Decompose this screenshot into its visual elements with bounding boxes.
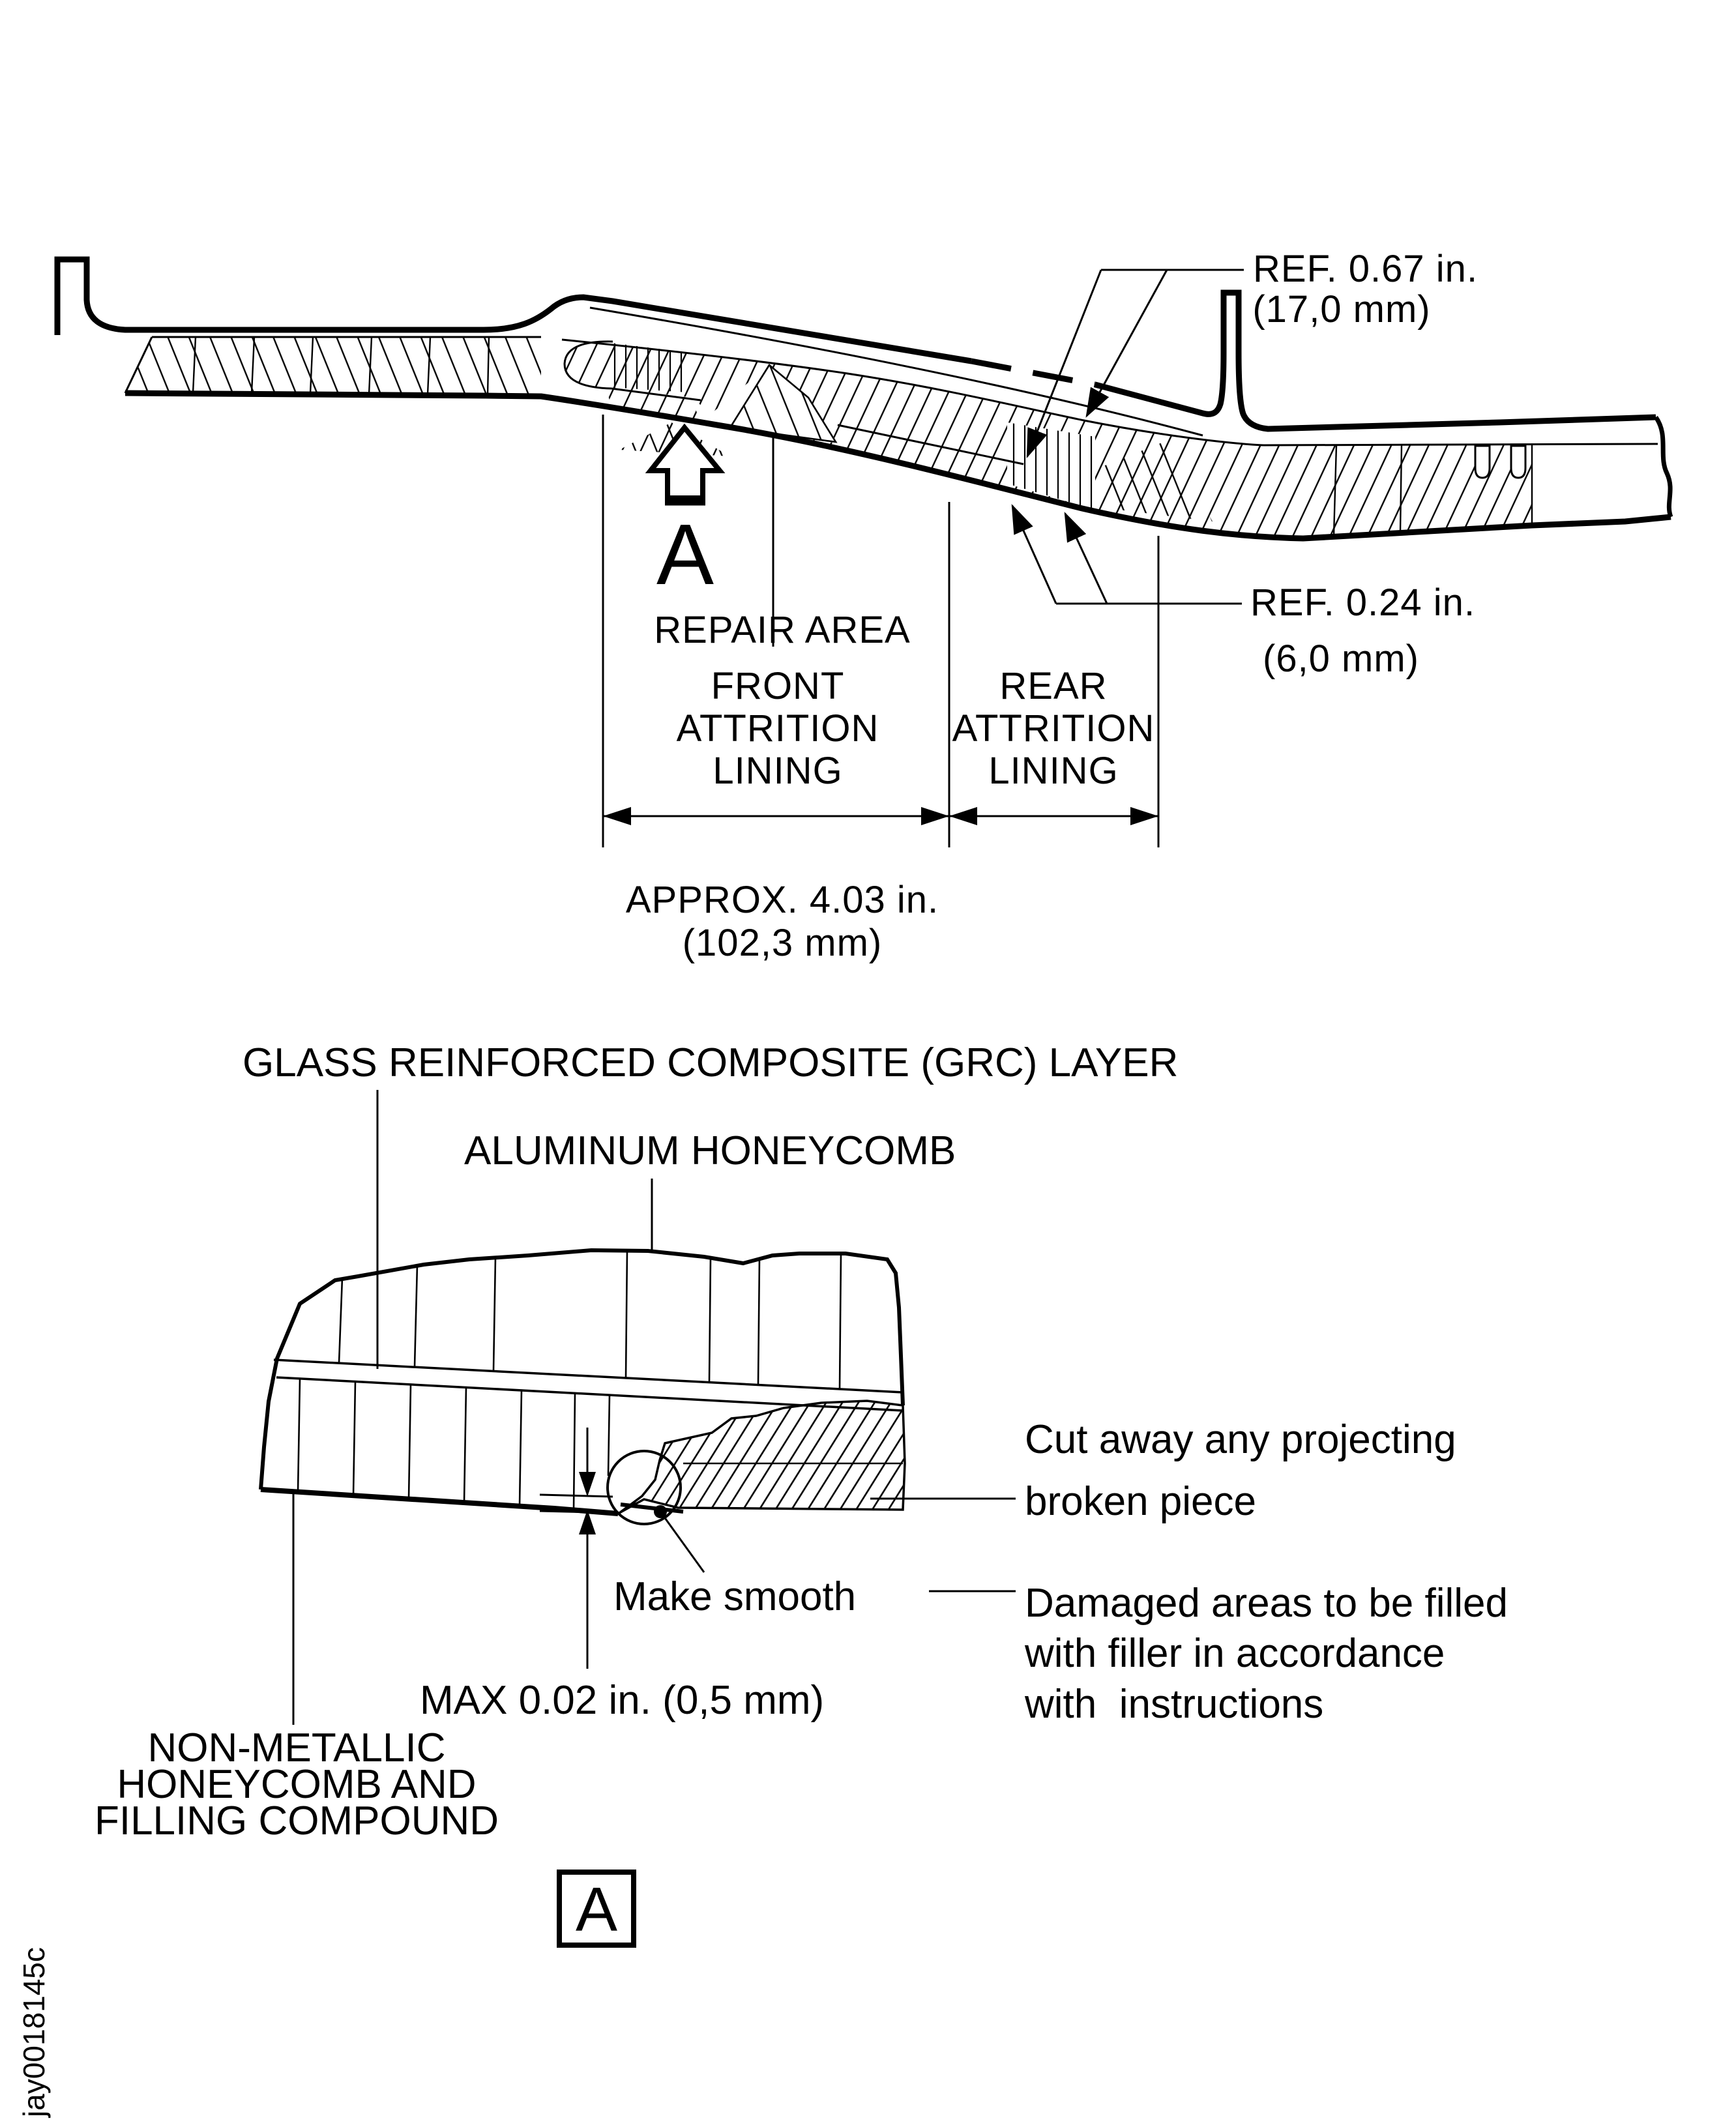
section-marker-letter: A <box>656 506 714 602</box>
length-dimension <box>603 807 1158 825</box>
max-step-label: MAX 0.02 in. (0,5 mm) <box>420 1678 825 1723</box>
cowl-cross-section <box>57 248 1671 964</box>
front-attrition-lining-hatch <box>125 337 541 396</box>
detail-a-cross-section <box>95 1040 1508 1945</box>
front-lining-label-2: ATTRITION <box>676 707 879 750</box>
ref-024-imperial-label: REF. 0.24 in. <box>1250 581 1476 624</box>
grc-layer-label: GLASS REINFORCED COMPOSITE (GRC) LAYER <box>243 1040 1179 1085</box>
damaged-note-3: with instructions <box>1025 1682 1324 1727</box>
rear-lining-label-2: ATTRITION <box>952 707 1155 750</box>
non-metallic-label-2: HONEYCOMB AND <box>117 1762 477 1807</box>
figure-code: jay0018145c <box>17 1947 51 2117</box>
rear-lining-label-3: LINING <box>988 750 1119 792</box>
approx-length-metric: (102,3 mm) <box>682 922 883 964</box>
rear-lining-label-1: REAR <box>999 665 1108 707</box>
vertical-cell-patch-right <box>1007 422 1095 510</box>
ref-067-metric-label: (17,0 mm) <box>1252 288 1431 330</box>
rear-attrition-lining-hatch <box>1263 445 1532 538</box>
cut-away-note-1: Cut away any projecting <box>1025 1417 1456 1462</box>
cut-away-note-2: broken piece <box>1025 1479 1257 1524</box>
damaged-note-2: with filler in accordance <box>1025 1631 1445 1676</box>
non-metallic-label-1: NON-METALLIC <box>147 1725 446 1770</box>
damaged-note-1: Damaged areas to be filled <box>1025 1581 1508 1626</box>
front-lining-label-3: LINING <box>713 750 843 792</box>
ref-067-imperial-label: REF. 0.67 in. <box>1253 248 1479 290</box>
detail-marker-letter: A <box>575 1875 618 1944</box>
aluminum-honeycomb-label: ALUMINUM HONEYCOMB <box>464 1128 956 1173</box>
approx-length-imperial: APPROX. 4.03 in. <box>625 879 939 921</box>
front-lining-label-1: FRONT <box>711 665 845 707</box>
non-metallic-honeycomb-cells <box>298 1379 610 1510</box>
grc-layer-band <box>274 1360 903 1411</box>
ref-024-metric-label: (6,0 mm) <box>1263 638 1419 680</box>
make-smooth-label: Make smooth <box>613 1574 857 1619</box>
non-metallic-label-3: FILLING COMPOUND <box>94 1798 499 1843</box>
vertical-cell-patch-left <box>610 343 688 392</box>
max-step-dimension <box>540 1428 618 1669</box>
aluminum-honeycomb-cells <box>339 1251 841 1389</box>
repair-area-label: REPAIR AREA <box>654 609 911 651</box>
detail-leaders <box>293 1090 1016 1725</box>
